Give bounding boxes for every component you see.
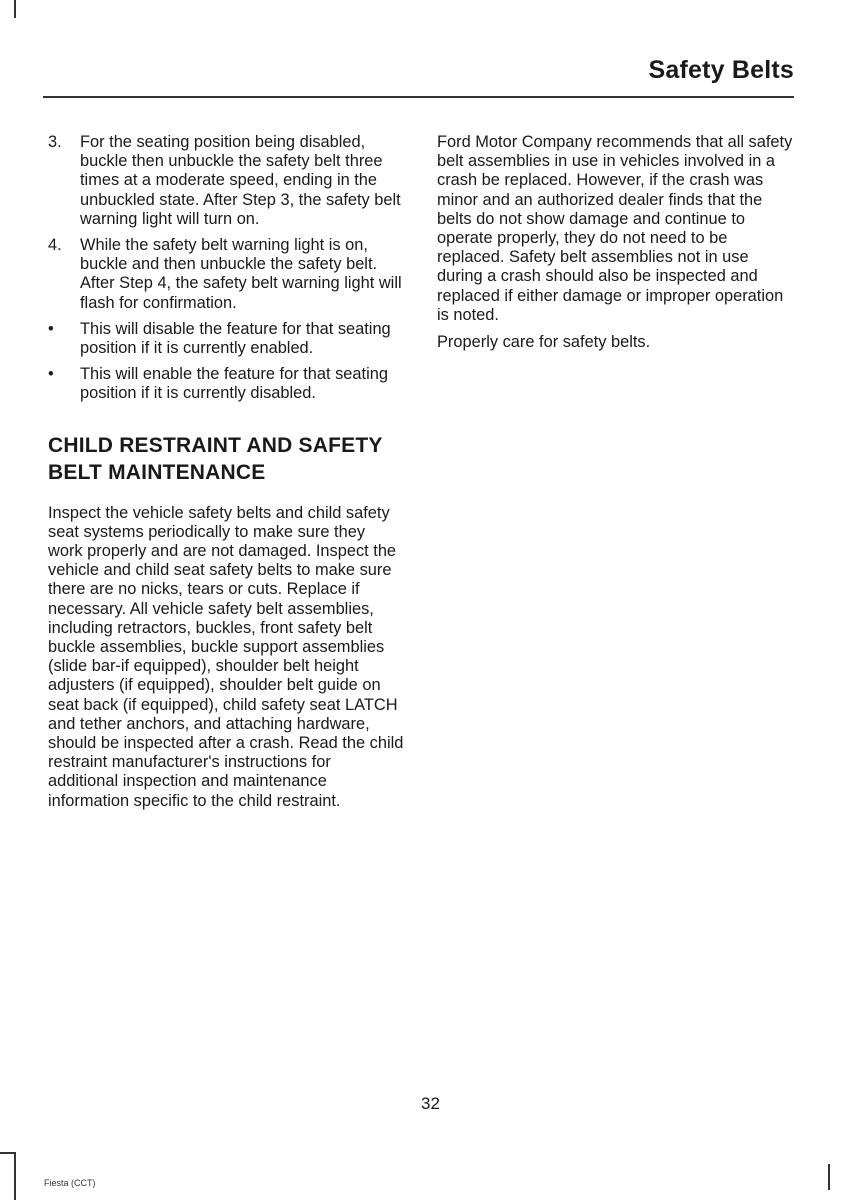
step-text: For the seating position being disabled, buckle then unbuckle the safety belt three times at a moderate speed, ending in the unbuckled state. After Step 3, the safety belt warning light will turn on.: [80, 133, 401, 228]
bullet-text: This will enable the feature for that seating position if it is currently disabled.: [80, 365, 388, 403]
bullet-item: [48, 320, 404, 358]
left-column: [48, 133, 404, 819]
numbered-step: [48, 133, 404, 229]
page-title: Safety Belts: [648, 56, 794, 84]
bullet-marker: •: [48, 365, 54, 384]
numbered-step: [48, 236, 404, 313]
step-number: 4.: [48, 236, 62, 255]
footer-label: Fiesta (CCT): [44, 1178, 96, 1188]
bullet-item: [48, 365, 404, 403]
step-number: 3.: [48, 133, 62, 151]
title-divider: [43, 96, 794, 98]
bullet-marker: •: [48, 319, 54, 338]
crop-mark-top-left: [14, 0, 16, 18]
section-body: Inspect the vehicle safety belts and child safety seat systems periodically to make sure they work properly and are not damaged. Inspect the vehicle and child seat safety belts to make sure there are no nicks, tears or cuts. Replace if necessary. All vehicle safety belt assemblies, including retractors, buckles, front safety belt buckle assemblies, buckle support assemblies (slide bar-if equipped), shoulder belt height adjusters (if equipped), shoulder belt guide on seat back (if equipped), child safety seat LATCH and tether anchors, and attaching hardware, should be inspected after a crash. Read the child restraint manufacturer's instructions for additional inspection and maintenance information specific to the child restraint.: [48, 503, 404, 810]
crop-mark-bottom-left-vertical: [14, 1152, 16, 1200]
crop-mark-bottom-left-horizontal: [0, 1152, 16, 1154]
paragraph: Ford Motor Company recommends that all safety belt assemblies in use in vehicles involved in a crash be replaced. However, if the crash was minor and an authorized dealer finds that the belts do not show damage and continue to operate properly, they do not need to be replaced. Safety belt assemblies not in use during a crash should also be inspected and replaced if either damage or improper operation is noted.: [437, 133, 793, 324]
right-column: [437, 133, 793, 360]
crop-mark-bottom-right: [828, 1164, 830, 1190]
section-heading: CHILD RESTRAINT AND SAFETY BELT MAINTENANCE: [48, 433, 383, 484]
page-number: 32: [421, 1094, 440, 1113]
step-text: While the safety belt warning light is on, buckle and then unbuckle the safety belt. After Step 4, the safety belt warning light will flash for confirmation.: [80, 236, 402, 312]
paragraph: Properly care for safety belts.: [437, 333, 651, 352]
bullet-text: This will disable the feature for that seating position if it is currently enabled.: [80, 319, 391, 358]
